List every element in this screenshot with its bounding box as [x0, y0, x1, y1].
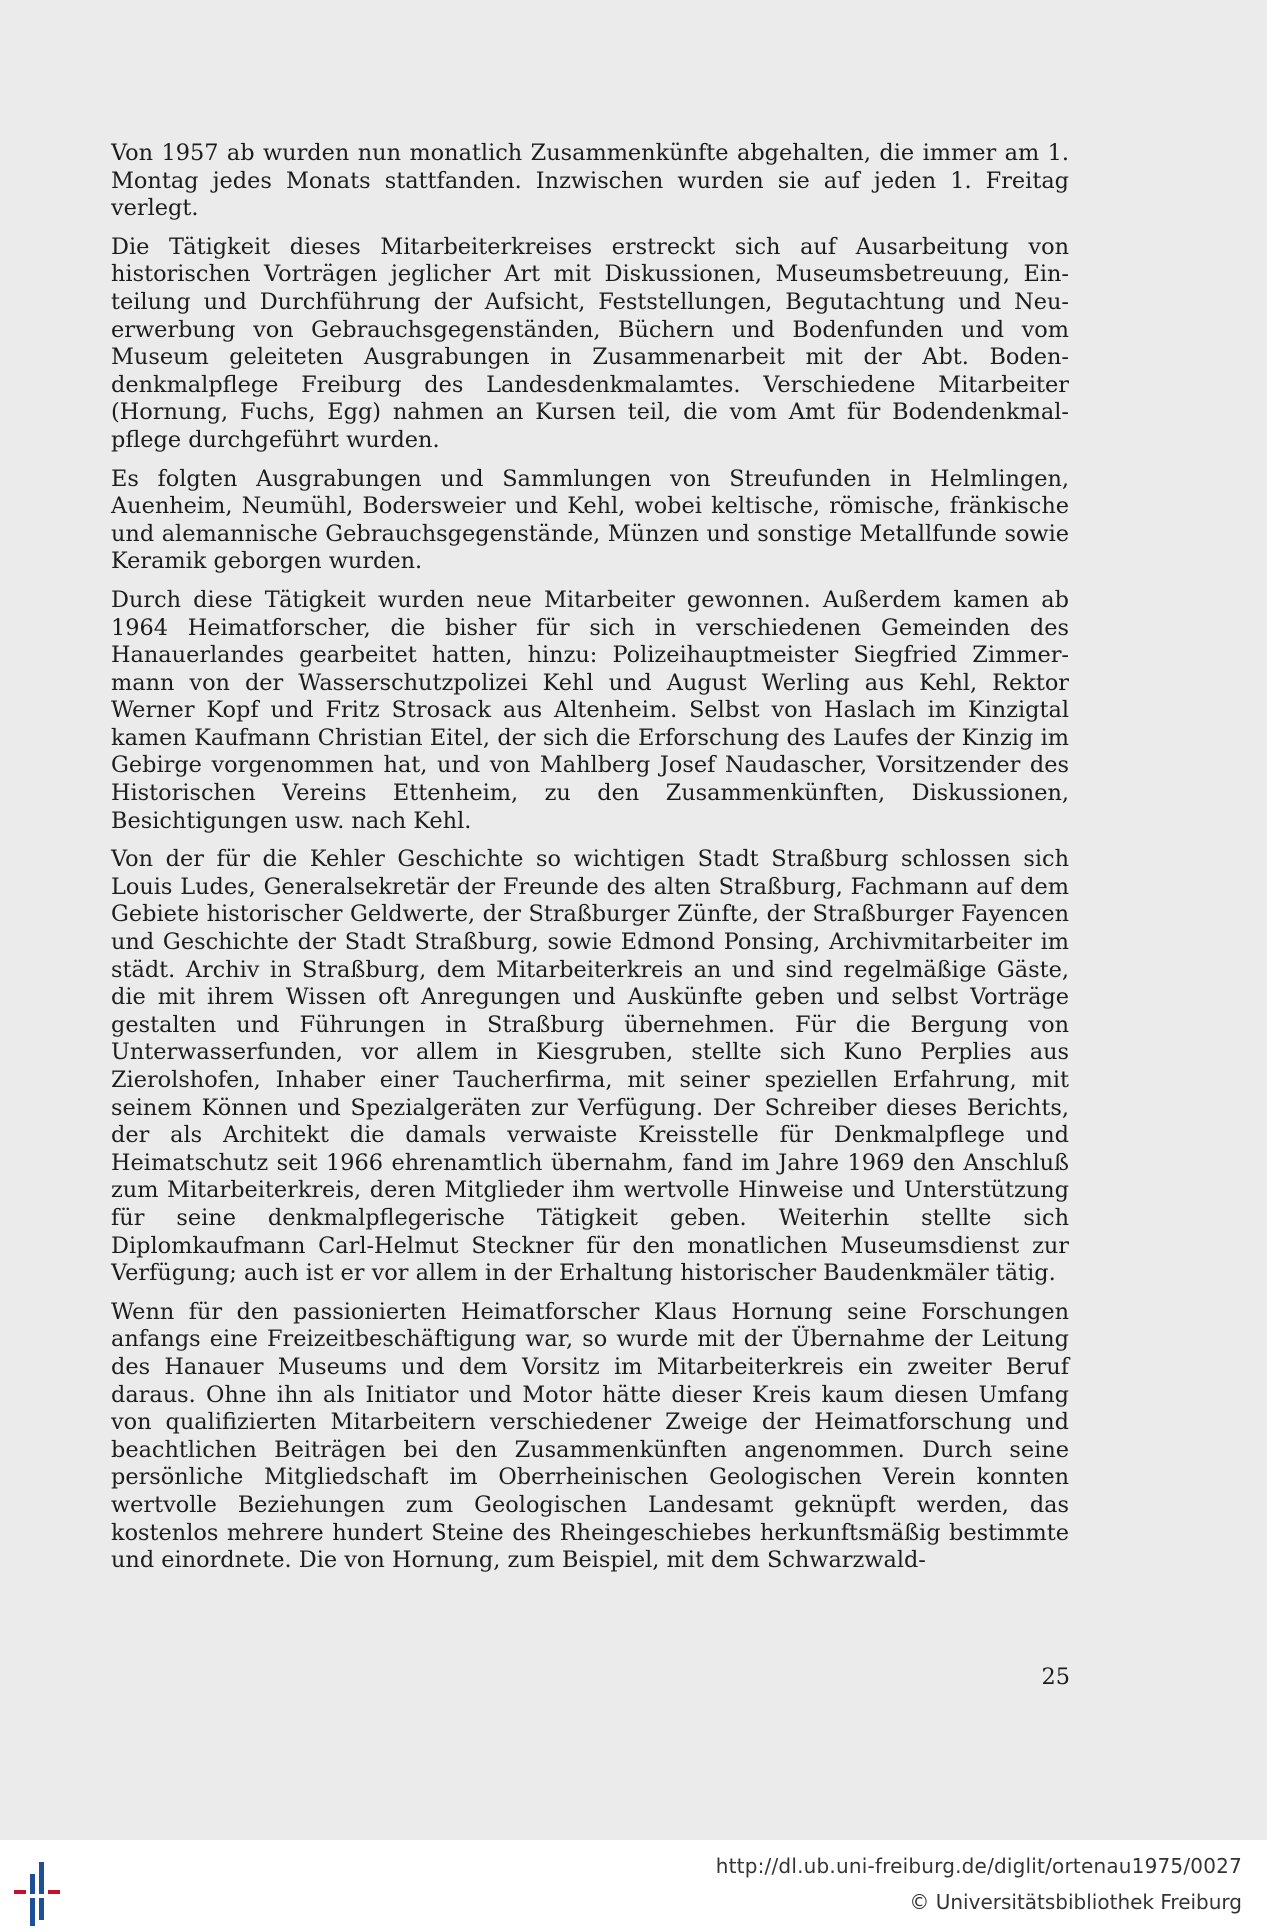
- footer-copyright: © Universitätsbibliothek Freiburg: [909, 1890, 1242, 1914]
- body-text: [111, 140, 1069, 1586]
- paragraph-2: Die Tätigkeit dieses Mitarbeiterkreises erstreckt sich auf Ausarbeitung von historischen Vorträgen jeglicher Art mit Diskussionen, Museumsbetreuung, Einteilung und Durchführung der Aufsicht, Feststellungen, Begutachtung und Neuerwerbung von Gebrauchsgegenständen, Büchern und Bodenfunden und vom Museum geleiteten Ausgrabungen in Zusammenarbeit mit der Abt. Bodendenkmalpflege Freiburg des Landesdenkmalamtes. Verschiedene Mitarbeiter (Hornung, Fuchs, Egg) nahmen an Kursen teil, die vom Amt für Bodendenkmalpflege durchgeführt wurden.: [111, 233, 1069, 453]
- paragraph-1: Von 1957 ab wurden nun monatlich Zusammenkünfte abgehalten, die immer am 1. Montag jedes Monats stattfanden. Inzwischen wurden sie auf jeden 1. Freitag verlegt.: [111, 140, 1069, 222]
- paragraph-5: Von der für die Kehler Geschichte so wichtigen Stadt Straßburg schlossen sich Louis Ludes, Generalsekretär der Freunde des alten Straßburg, Fachmann auf dem Gebiete historischer Geldwerte, der Straßburger Zünfte, der Straßburger Fayencen und Geschichte der Stadt Straßburg, sowie Edmond Ponsing, Archivmitarbeiter im städt. Archiv in Straßburg, dem Mitarbeiterkreis an und sind regelmäßige Gäste, die mit ihrem Wissen oft Anregungen und Auskünfte geben und selbst Vorträge gestalten und Führungen in Straßburg übernehmen. Für die Bergung von Unterwasserfunden, vor allem in Kiesgruben, stellte sich Kuno Perplies aus Zierolshofen, Inhaber einer Taucherfirma, mit seiner speziellen Erfahrung, mit seinem Können und Spezialgeräten zur Verfügung. Der Schreiber dieses Berichts, der als Architekt die damals verwaiste Kreisstelle für Denkmalpflege und Heimatschutz seit 1966 ehrenamtlich übernahm, fand im Jahre 1969 den Anschluß zum Mitarbeiterkreis, deren Mitglieder ihm wertvolle Hinweise und Unterstützung für seine denkmalpflegerische Tätigkeit geben. Weiterhin stellte sich Diplomkaufmann Carl-Helmut Steckner für den monatlichen Museumsdienst zur Verfügung; auch ist er vor allem in der Erhaltung historischer Baudenkmäler tätig.: [111, 846, 1069, 1287]
- paragraph-6: Wenn für den passionierten Heimatforscher Klaus Hornung seine Forschungen anfangs eine Freizeitbeschäftigung war, so wurde mit der Übernahme der Leitung des Hanauer Museums und dem Vorsitz im Mitarbeiterkreis ein zweiter Beruf daraus. Ohne ihn als Initiator und Motor hätte dieser Kreis kaum diesen Umfang von qualifizierten Mitarbeitern verschiedener Zweige der Heimatforschung und beachtlichen Beiträgen bei den Zusammenkünften angenommen. Durch seine persönliche Mitgliedschaft im Oberrheinischen Geologischen Verein konnten wertvolle Beziehungen zum Geologischen Landesamt geknüpft werden, das kostenlos mehrere hundert Steine des Rheingeschiebes herkunftsmäßig bestimmte und einordnete. Die von Hornung, zum Beispiel, mit dem Schwarzwald-: [111, 1298, 1069, 1574]
- footer-url-link[interactable]: http://dl.ub.uni-freiburg.de/diglit/ortenau1975/0027: [715, 1854, 1242, 1878]
- paragraph-3: Es folgten Ausgrabungen und Sammlungen von Streufunden in Helmlingen, Auenheim, Neumühl, Bodersweier und Kehl, wobei keltische, römische, fränkische und alemannische Gebrauchsgegenstände, Münzen und sonstige Metallfunde sowie Keramik geborgen wurden.: [111, 465, 1069, 575]
- page-number: 25: [1041, 1664, 1070, 1690]
- ub-freiburg-logo-icon: [14, 1860, 84, 1930]
- footer: [0, 1840, 1267, 1932]
- paragraph-4: Durch diese Tätigkeit wurden neue Mitarbeiter gewonnen. Außerdem kamen ab 1964 Heimatforscher, die bisher für sich in verschiedenen Gemeinden des Hanauerlandes gearbeitet hatten, hinzu: Polizeihauptmeister Siegfried Zimmermann von der Wasserschutzpolizei Kehl und August Werling aus Kehl, Rektor Werner Kopf und Fritz Strosack aus Altenheim. Selbst von Haslach im Kinzigtal kamen Kaufmann Christian Eitel, der sich die Erforschung des Laufes der Kinzig im Gebirge vorgenommen hat, und von Mahlberg Josef Naudascher, Vorsitzender des Historischen Vereins Ettenheim, zu den Zusammenkünften, Diskussionen, Besichtigungen usw. nach Kehl.: [111, 586, 1069, 834]
